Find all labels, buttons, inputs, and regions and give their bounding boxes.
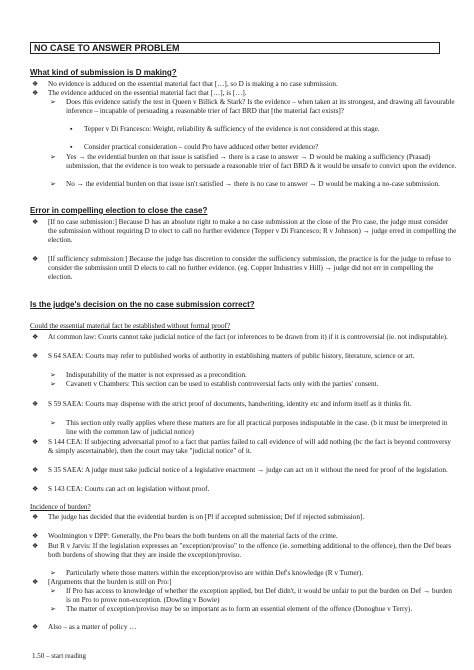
diamond-bullet-icon: ❖ xyxy=(32,352,39,360)
arrow-bullet-icon: ➢ xyxy=(50,605,56,613)
diamond-bullet-icon: ❖ xyxy=(32,532,39,540)
subheading-formal-proof: Could the essential material fact be established without formal proof? xyxy=(30,322,231,330)
list-item: ➢ If Pro has access to knowledge of whether the exception applied, but Def didn't, it would be unfair to put the burden on Def → burden is on Pro to prove non-exception. (Dowling v Bowie) xyxy=(50,587,452,605)
diamond-bullet-icon: ❖ xyxy=(32,218,39,226)
list-item: ❖ But R v Jarvis: If the legislation expresses an "exception/proviso" to the offence (ie. something additional to the offence), then the Def bears both burdens of showing that they are inside the exception/proviso. xyxy=(32,542,452,560)
list-item: ➢ Does this evidence satisfy the test in Queen v Billick & Stark? Is the evidence – when taken at its strongest, and drawing all favourable inference – incapable of persuading a reasonable trier of fact BRD that [the material fact exists]? xyxy=(50,98,455,116)
diamond-bullet-icon: ❖ xyxy=(32,89,39,97)
square-bullet-icon: ▪ xyxy=(70,125,73,133)
list-item: ➢ Cavanett v Chambers: This section can be used to establish controversial facts only with the parties' consent. xyxy=(50,380,379,388)
diamond-bullet-icon: ❖ xyxy=(32,542,39,550)
footer-note: 1.50 – start reading xyxy=(32,652,87,660)
arrow-bullet-icon: ➢ xyxy=(50,587,56,595)
diamond-bullet-icon: ❖ xyxy=(32,333,39,341)
diamond-bullet-icon: ❖ xyxy=(32,513,39,521)
list-item: ➢ Yes → the evidential burden on that issue is satisfied → there is a case to answer → D would be making a sufficiency (Prasad) submission, that the evidence is too weak to persuade a reasonable trier of fact BRD & it would be unsafe to convict upon the evidence. xyxy=(50,153,457,171)
list-item: ➢ The matter of exception/proviso may be so important as to form an essential element of the offence (Donoghue v Terry). xyxy=(50,605,413,613)
list-item: ❖ S 64 SAEA: Courts may refer to published works of authority in establishing matters of public history, literature, science or art. xyxy=(32,352,415,360)
list-item: ❖ [If sufficiency submission:] Because the judge has discretion to consider the sufficiency submission, the practice is for the judge to refuse to consider the submission until D elects to call no further evidence. (eg. Copper Industries v Hill) → judge did not err in compelling the election. xyxy=(32,255,451,282)
list-item: ❖ S 143 CEA: Courts can act on legislation without proof. xyxy=(32,485,210,493)
list-item: ❖ No evidence is adduced on the essential material fact that […], so D is making a no case submission. xyxy=(32,80,338,88)
arrow-bullet-icon: ➢ xyxy=(50,153,56,161)
list-item: ➢ Indisputability of the matter is not expressed as a precondition. xyxy=(50,371,247,379)
diamond-bullet-icon: ❖ xyxy=(32,255,39,263)
section-heading-election: Error in compelling election to close the case? xyxy=(30,206,208,215)
list-item: ❖ S 59 SAEA: Courts may dispense with the strict proof of documents, handwriting, identity etc and inform itself as it thinks fit. xyxy=(32,400,412,408)
arrow-bullet-icon: ➢ xyxy=(50,419,56,427)
list-item: ❖ Woolmington v DPP: Generally, the Pro bears the both burdens on all the material facts of the crime. xyxy=(32,532,338,540)
diamond-bullet-icon: ❖ xyxy=(32,400,39,408)
square-bullet-icon: ▪ xyxy=(70,143,73,151)
arrow-bullet-icon: ➢ xyxy=(50,98,56,106)
arrow-bullet-icon: ➢ xyxy=(50,371,56,379)
section-heading-judge-decision: Is the judge's decision on the no case submission correct? xyxy=(30,300,255,309)
list-item: ➢ No → the evidential burden on that issue isn't satisfied → there is no case to answer → D would be making a no-case submission. xyxy=(50,180,440,188)
list-item: ▪ Consider practical consideration – could Pro have adduced other better evidence? xyxy=(70,143,319,151)
list-item: ❖ Also – as a matter of policy … xyxy=(32,623,137,631)
diamond-bullet-icon: ❖ xyxy=(32,438,39,446)
diamond-bullet-icon: ❖ xyxy=(32,485,39,493)
list-item: ❖ At common law: Courts cannot take judicial notice of the fact (or inferences to be drawn from it) if it is controversial (ie. not indisputable). xyxy=(32,333,448,341)
arrow-bullet-icon: ➢ xyxy=(50,569,56,577)
list-item: ➢ Particularly where those matters within the exception/proviso are within Def's knowledge (R v Turner). xyxy=(50,569,364,577)
list-item: ❖ [If no case submission:] Because D has an absolute right to make a no case submission at the close of the Pro case, the judge must consider the submission without requiring D to elect to call no further evidence (Tepper v Di Francesco; R v Johnson) → judge erred in compelling the election. xyxy=(32,218,457,245)
subheading-burden: Incidence of burden? xyxy=(30,503,91,511)
arrow-bullet-icon: ➢ xyxy=(50,180,56,188)
list-item: ❖ The judge has decided that the evidential burden is on [Pl if accepted submission; Def if rejected submission]. xyxy=(32,513,365,521)
list-item: ❖ S 144 CEA: If subjecting adversarial proof to a fact that parties failed to call evidence of will add nothing (bc the fact is beyond controversy & simply ascertainable), then the court may take "judicial notice" of it. xyxy=(32,438,451,456)
page-title: NO CASE TO ANSWER PROBLEM xyxy=(30,42,440,54)
section-heading-submission-kind: What kind of submission is D making? xyxy=(30,68,177,77)
diamond-bullet-icon: ❖ xyxy=(32,578,39,586)
list-item: ➢ This section only really applies where these matters are for all practical purposes indisputable in the case. (b it must be interpreted in line with the common law of judicial notice) xyxy=(50,419,448,437)
diamond-bullet-icon: ❖ xyxy=(32,623,39,631)
list-item: ❖ S 35 SAEA: A judge must take judicial notice of a legislative enactment → judge can act on it without the need for proof of the legislation. xyxy=(32,466,448,474)
list-item: ❖ The evidence adduced on the essential material fact that […], is […]. xyxy=(32,89,247,97)
list-item: ▪ Tepper v Di Francesco: Weight, reliability & sufficiency of the evidence is not considered at this stage. xyxy=(70,125,380,133)
arrow-bullet-icon: ➢ xyxy=(50,380,56,388)
diamond-bullet-icon: ❖ xyxy=(32,466,39,474)
list-item: ❖ [Arguments that the burden is still on Pro:] xyxy=(32,578,172,586)
diamond-bullet-icon: ❖ xyxy=(32,80,39,88)
